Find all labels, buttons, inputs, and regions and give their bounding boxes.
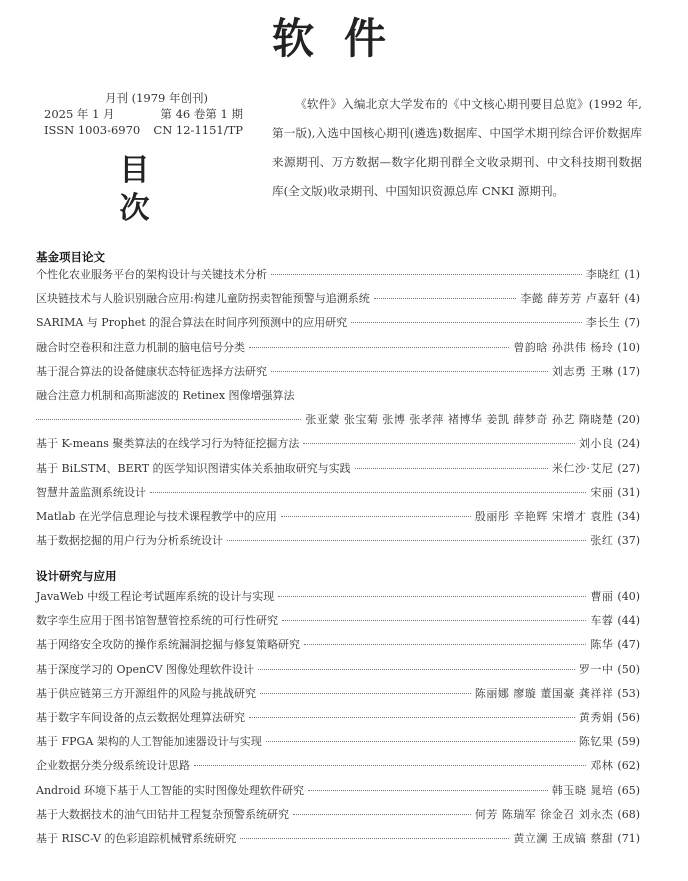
leader-dots [240, 838, 509, 839]
entry-page: (44) [617, 614, 640, 628]
toc-entry[interactable] [36, 460, 640, 484]
entry-authors: 陈钇果 [578, 735, 614, 749]
entry-authors: 黄秀娟 [578, 710, 614, 724]
leader-dots [351, 322, 582, 323]
entry-page: (59) [617, 735, 640, 749]
toc-entry[interactable] [36, 339, 640, 363]
volume-issue: 第 46 卷第 1 期 [160, 107, 243, 121]
entry-page: (1) [624, 268, 640, 281]
entry-page: (24) [617, 437, 640, 451]
leader-dots [278, 596, 586, 597]
section-title: 基金项目论文 [36, 250, 105, 264]
journal-intro: 《软件》入编北京大学发布的《中文核心期刊要目总览》(1992 年,第一版),入选中国核心期刊(遴选)数据库、中国学术期刊综合评价数据库来源期刊、万方数据—数字化期刊群全文收录期刊、中文科技期刊数据库(全文版)收录期刊、中国知识资源总库 CNKI 源期刊。 [272, 97, 642, 198]
toc-entry[interactable] [36, 588, 640, 612]
entry-title: 基于 K-means 聚类算法的在线学习行为特征挖掘方法 [36, 437, 300, 451]
issn: ISSN 1003-6970 [44, 123, 141, 137]
leader-dots [271, 371, 548, 372]
entry-page: (20) [617, 413, 640, 427]
toc-entry[interactable] [36, 636, 640, 660]
leader-dots [374, 298, 517, 299]
leader-dots [36, 419, 301, 420]
entry-title: 融合时空卷积和注意力机制的脑电信号分类 [36, 340, 245, 354]
entry-authors: 车蓉 [590, 614, 614, 628]
issue-line [38, 106, 253, 122]
leader-dots [282, 620, 586, 621]
leader-dots [249, 347, 509, 348]
toc-entry[interactable] [36, 661, 640, 685]
entry-authors: 刘小良 [578, 437, 614, 451]
leader-dots [271, 274, 582, 275]
toc-entry[interactable] [36, 757, 640, 781]
journal-title: 软件 [271, 14, 416, 63]
leader-dots [308, 790, 548, 791]
leader-dots [293, 814, 471, 815]
entry-page: (68) [617, 807, 640, 821]
entry-authors: 米仁沙·艾尼 [551, 461, 614, 475]
toc-entry[interactable] [36, 314, 640, 338]
toc-entry[interactable] [36, 484, 640, 508]
leader-dots [303, 443, 575, 444]
leader-dots [281, 516, 471, 517]
entry-page: (10) [617, 340, 640, 354]
entry-page: (4) [624, 292, 640, 306]
leader-dots [227, 540, 586, 541]
leader-dots [150, 492, 586, 493]
entry-title: 数字孪生应用于图书馆智慧管控系统的可行性研究 [36, 614, 278, 628]
entry-title: Matlab 在光学信息理论与技术课程教学中的应用 [36, 509, 277, 523]
frequency: 月刊 (1979 年创刊) [104, 91, 209, 105]
toc-entry[interactable] [36, 733, 640, 757]
entry-authors: 张亚蒙 张宝菊 张博 张孝萍 褚博华 姜凯 薛梦奇 孙艺 隋晓楚 [305, 413, 614, 427]
entry-authors: 陈丽娜 廖璇 董国豪 龚祥祥 [474, 686, 614, 700]
leader-dots [304, 644, 586, 645]
leader-dots [194, 765, 586, 766]
entry-title: 基于深度学习的 OpenCV 图像处理软件设计 [36, 662, 255, 676]
toc-entry[interactable] [36, 387, 640, 411]
entry-page: (56) [617, 710, 640, 724]
entry-authors: 宋丽 [590, 485, 614, 499]
entry-page: (53) [617, 686, 640, 700]
entry-authors: 黄立澜 王成镐 蔡甜 [513, 831, 614, 845]
toc-entry[interactable] [36, 806, 640, 830]
toc-entry[interactable] [36, 290, 640, 314]
leader-dots [266, 741, 575, 742]
entry-authors: 张红 [590, 534, 614, 548]
entry-page: (17) [617, 364, 640, 378]
leader-dots [355, 468, 548, 469]
entry-title: 基于 RISC-V 的色彩追踪机械臂系统研究 [36, 831, 237, 845]
entry-title: 企业数据分类分级系统设计思路 [36, 759, 190, 773]
cn-number: CN 12-1151/TP [153, 123, 243, 137]
id-line [38, 122, 253, 138]
entry-authors: 曹丽 [590, 590, 614, 603]
toc-entry[interactable] [36, 508, 640, 532]
entry-authors: 殷丽彤 辛艳辉 宋增才 袁胜 [474, 509, 614, 523]
toc-list [36, 588, 640, 854]
entry-page: (62) [617, 759, 640, 773]
entry-title: 智慧井盖监测系统设计 [36, 485, 146, 499]
toc-entry[interactable] [36, 709, 640, 733]
toc-entry[interactable] [36, 435, 640, 459]
entry-authors: 罗一中 [578, 662, 614, 676]
entry-authors: 陈华 [590, 638, 614, 652]
entry-authors: 李懿 薛芳芳 卢嘉轩 [520, 292, 621, 306]
entry-authors: 邓林 [590, 759, 614, 773]
leader-dots [260, 693, 471, 694]
toc-entry[interactable] [36, 830, 640, 854]
toc-entry[interactable] [36, 685, 640, 709]
entry-page: (47) [617, 638, 640, 652]
entry-page: (34) [617, 509, 640, 523]
entry-page: (27) [617, 461, 640, 475]
entry-authors: 曾韵晗 孙洪伟 杨玲 [513, 340, 614, 354]
entry-page: (65) [617, 783, 640, 797]
section-title: 设计研究与应用 [36, 569, 117, 583]
entry-title: SARIMA 与 Prophet 的混合算法在时间序列预测中的应用研究 [36, 316, 348, 330]
entry-page: (71) [617, 831, 640, 845]
entry-title: Android 环境下基于人工智能的实时图像处理软件研究 [36, 783, 305, 797]
entry-authors: 何芳 陈瑞军 徐金召 刘永杰 [474, 807, 614, 821]
entry-authors: 刘志勇 王琳 [551, 364, 614, 378]
journal-meta [38, 90, 253, 138]
entry-title: 个性化农业服务平台的架构设计与关键技术分析 [36, 268, 267, 281]
toc-entry[interactable] [36, 612, 640, 636]
leader-dots [258, 669, 575, 670]
entry-title: 基于 FPGA 架构的人工智能加速器设计与实现 [36, 735, 262, 749]
entry-page: (40) [617, 590, 640, 603]
entry-title: 基于数字车间设备的点云数据处理算法研究 [36, 710, 245, 724]
entry-page: (37) [617, 534, 640, 548]
entry-title: 基于大数据技术的油气田钻井工程复杂预警系统研究 [36, 807, 289, 821]
toc-entry[interactable] [36, 782, 640, 806]
contents-heading: 目次 [119, 153, 212, 226]
toc-entry-continued[interactable] [36, 411, 640, 435]
leader-dots [249, 717, 575, 718]
toc-entry[interactable] [36, 266, 640, 290]
entry-title: 基于 BiLSTM、BERT 的医学知识图谱实体关系抽取研究与实践 [36, 461, 351, 475]
issue-date: 2025 年 1 月 [44, 107, 115, 121]
entry-title: 基于混合算法的设备健康状态特征选择方法研究 [36, 364, 267, 378]
entry-title: JavaWeb 中级工程论考试题库系统的设计与实现 [36, 590, 275, 603]
entry-title: 基于数据挖掘的用户行为分析系统设计 [36, 534, 223, 548]
entry-authors: 李晓红 [585, 268, 621, 281]
entry-authors: 韩玉晓 晁培 [551, 783, 614, 797]
toc-entry[interactable] [36, 532, 640, 556]
entry-page: (7) [624, 316, 640, 330]
entry-title: 基于网络安全攻防的操作系统漏洞挖掘与修复策略研究 [36, 638, 300, 652]
entry-page: (31) [617, 485, 640, 499]
toc-list [36, 266, 640, 556]
entry-title: 融合注意力机制和高斯滤波的 Retinex 图像增强算法 [36, 388, 295, 402]
entry-title: 基于供应链第三方开源组件的风险与挑战研究 [36, 686, 256, 700]
toc-entry[interactable] [36, 363, 640, 387]
entry-page: (50) [617, 662, 640, 676]
entry-title: 区块链技术与人脸识别融合应用:构建儿童防拐卖智能预警与追溯系统 [36, 292, 370, 306]
entry-authors: 李长生 [585, 316, 621, 330]
